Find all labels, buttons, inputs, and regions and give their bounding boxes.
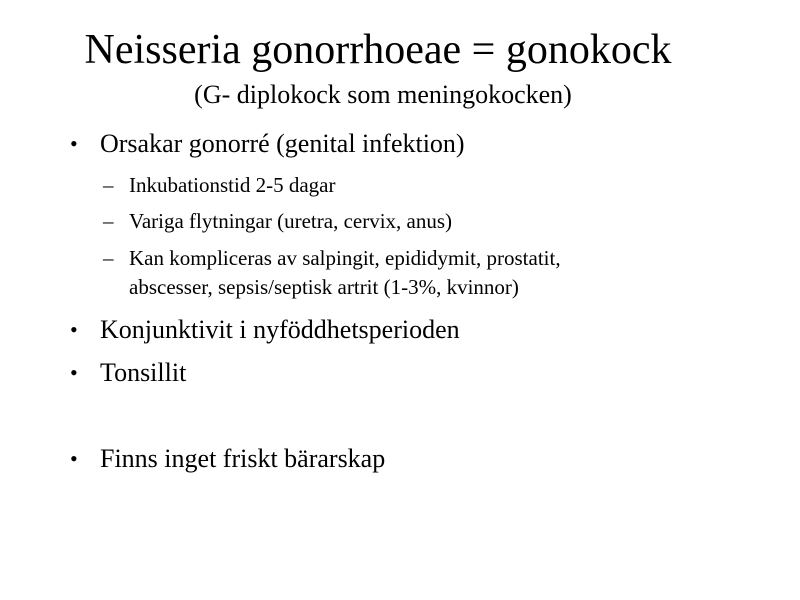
bullet-item (70, 128, 770, 160)
slide-subtitle: (G- diplokock som meningokocken) (194, 80, 572, 109)
sub-bullet-marker: – (103, 173, 114, 197)
bullet-text: Orsakar gonorré (genital infektion) (100, 129, 465, 158)
bullet-item (70, 443, 385, 475)
bullet-marker: • (70, 131, 78, 156)
bullet-item (70, 357, 186, 389)
bullet-text: Tonsillit (100, 358, 187, 387)
sub-bullet-marker: – (103, 246, 114, 270)
bullet-marker: • (70, 446, 78, 471)
bullet-item (70, 314, 460, 346)
bullet-marker: • (70, 360, 78, 385)
bullet-list (70, 128, 770, 160)
sub-bullet-marker: – (103, 209, 114, 233)
sub-bullet-item (70, 208, 770, 245)
sub-bullet-item (70, 245, 770, 300)
sub-bullet-text-line-1: Kan kompliceras av salpingit, epididymit, prostatit, (129, 246, 561, 270)
sub-bullet-list (70, 172, 770, 300)
bullet-marker: • (70, 317, 78, 342)
bullet-text: Konjunktivit i nyföddhetsperioden (100, 315, 460, 344)
sub-bullet-text-line-2: abscesser, sepsis/septisk artrit (1-3%, kvinnor) (129, 275, 519, 299)
sub-bullet-text: Inkubationstid 2-5 dagar (129, 173, 336, 197)
slide-title: Neisseria gonorrhoeae = gonokock (84, 27, 672, 73)
sub-bullet-text: Variga flytningar (uretra, cervix, anus) (129, 209, 453, 233)
sub-bullet-item (70, 172, 770, 208)
bullet-text: Finns inget friskt bärarskap (100, 444, 386, 473)
